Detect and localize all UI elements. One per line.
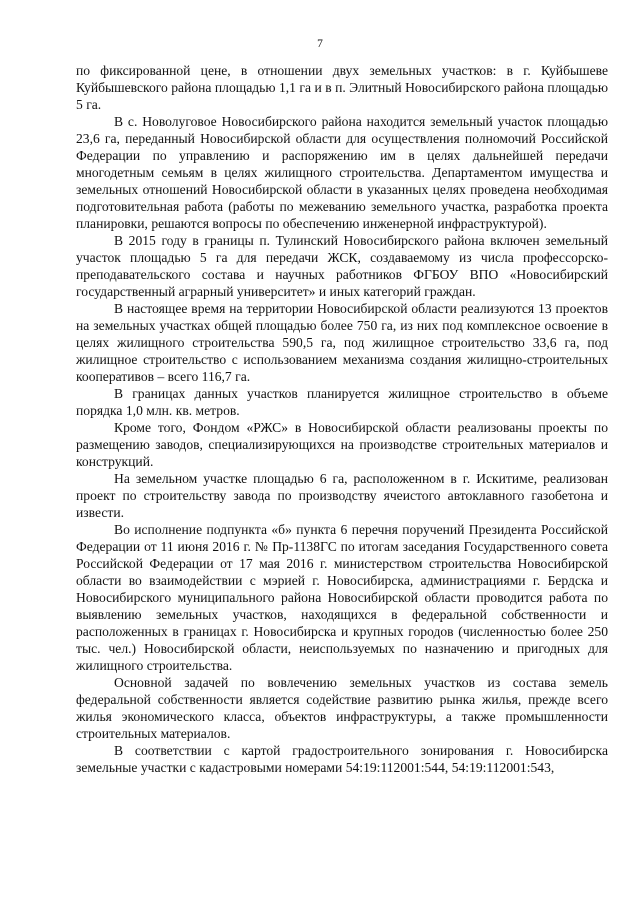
paragraph: В 2015 году в границы п. Тулинский Новосибирского района включен земельный участок площадью 5 га для передачи ЖСК, создаваемому из числа профессорско-преподавательского состава и научных работников ФГБОУ ВПО «Новосибирский государственный аграрный университет» и иных категорий граждан. (76, 233, 608, 299)
paragraph: В соответствии с картой градостроительного зонирования г. Новосибирска земельные участки с кадастровыми номерами 54:19:112001:544, 54:19:112001:543, (76, 743, 608, 775)
paragraph: На земельном участке площадью 6 га, расположенном в г. Искитиме, реализован проект по строительству завода по производству ячеистого автоклавного газобетона и извести. (76, 471, 608, 520)
document-body (76, 62, 608, 776)
paragraph: Основной задачей по вовлечению земельных участков из состава земель федеральной собственности является содействие развитию рынка жилья, прежде всего жилья экономического класса, объектов инфраструктуры, а также промышленности строительных материалов. (76, 675, 608, 741)
paragraph: Во исполнение подпункта «б» пункта 6 перечня поручений Президента Российской Федерации от 11 июня 2016 г. № Пр-1138ГС по итогам заседания Государственного совета Российской Федерации от 17 мая 2016 г. министерством строительства Новосибирской области во взаимодействии с мэрией г. Новосибирска, администрациями г. Бердска и Новосибирского муниципального района Новосибирской области проводится работа по выявлению земельных участков, находящихся в федеральной собственности и расположенных в границах г. Новосибирска и крупных городов (численностью более 250 тыс. чел.) Новосибирской области, неиспользуемых по назначению и пригодных для жилищного строительства. (76, 522, 608, 673)
page-number: 7 (317, 38, 323, 50)
paragraph: В с. Новолуговое Новосибирского района находится земельный участок площадью 23,6 га, переданный Новосибирской области для осуществления полномочий Российской Федерации по управлению и распоряжению им в целях дальнейшей передачи многодетным семьям в целях жилищного строительства. Департаментом имущества и земельных отношений Новосибирской области в указанных целях проведена необходимая подготовительная работа (работы по межеванию земельного участка, разработка проекта планировки, решаются вопросы по обеспечению инженерной инфраструктурой). (76, 114, 608, 231)
paragraph: В границах данных участков планируется жилищное строительство в объеме порядка 1,0 млн. кв. метров. (76, 386, 608, 418)
paragraph: по фиксированной цене, в отношении двух земельных участков: в г. Куйбышеве Куйбышевского района площадью 1,1 га и в п. Элитный Новосибирского района площадью 5 га. (76, 63, 608, 112)
paragraph: В настоящее время на территории Новосибирской области реализуются 13 проектов на земельных участках общей площадью более 750 га, из них под комплексное освоение в целях жилищного строительства 590,5 га, под жилищное строительство 33,6 га, под жилищное строительство с использованием механизма создания жилищно-строительных кооперативов – всего 116,7 га. (76, 301, 608, 384)
paragraph: Кроме того, Фондом «РЖС» в Новосибирской области реализованы проекты по размещению заводов, специализирующихся на производстве строительных материалов и конструкций. (76, 420, 608, 469)
